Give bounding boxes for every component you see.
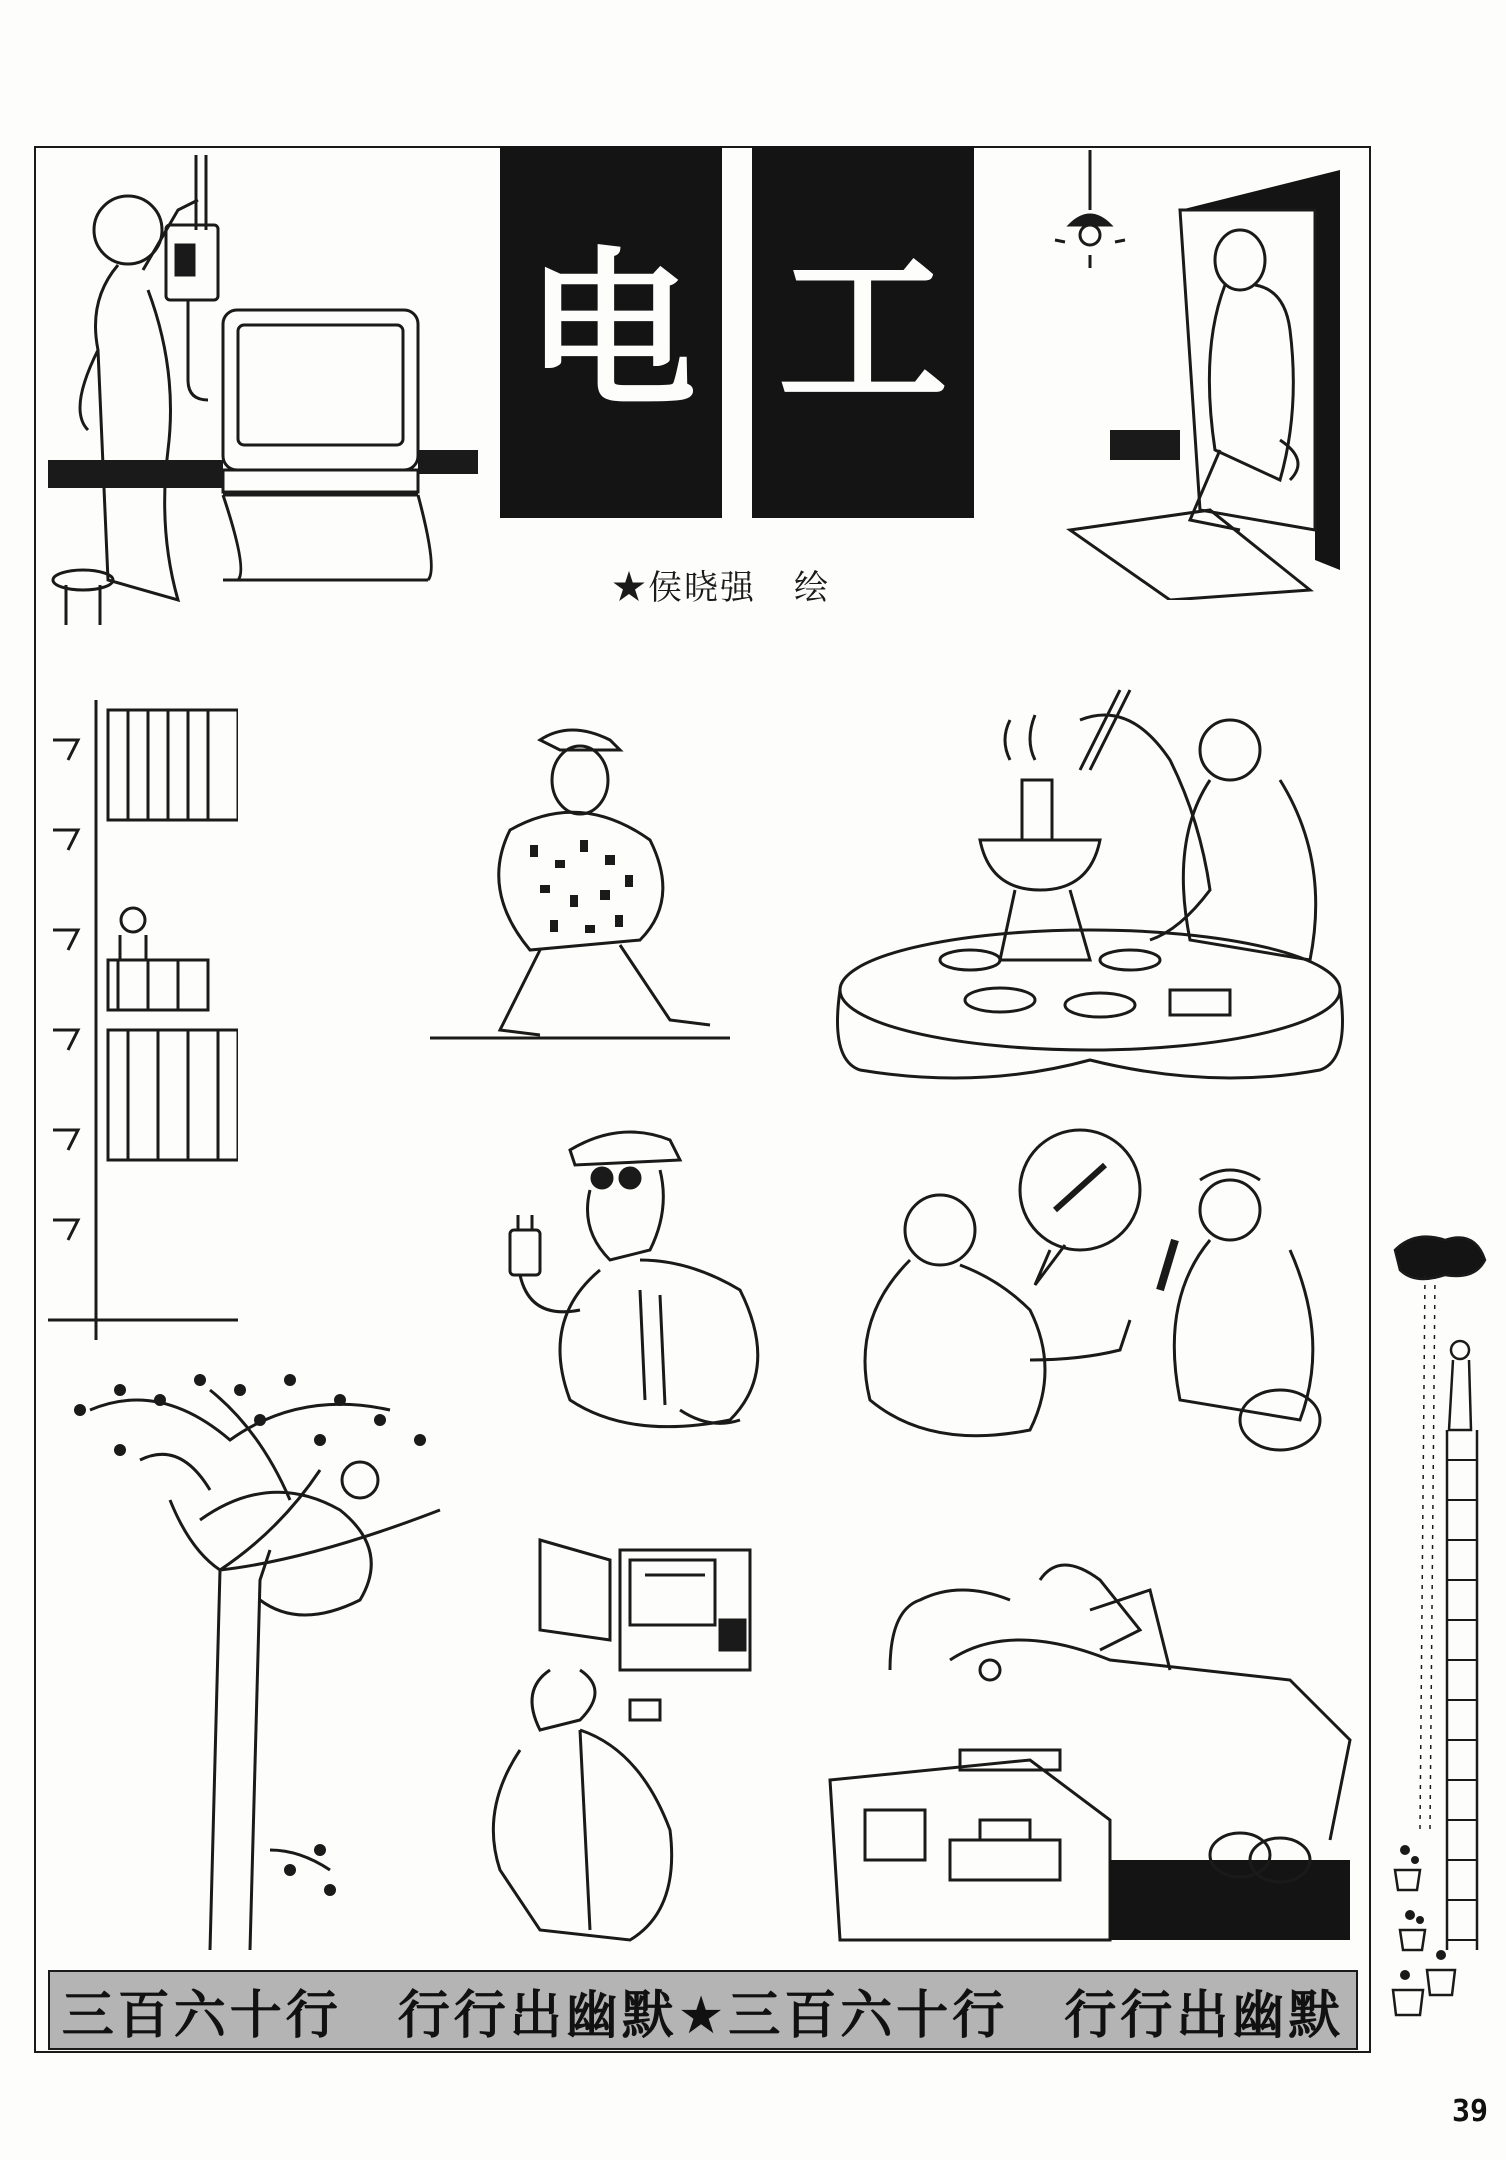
byline — [612, 560, 830, 609]
title-char-2: 工 — [777, 233, 948, 431]
title-block-2 — [752, 146, 974, 518]
cartoon-doorway-lamp — [1050, 150, 1360, 600]
cartoon-tree-climber — [60, 1350, 480, 1950]
cartoon-patterned-shirt-man — [420, 720, 740, 1050]
cartoon-ladder-flowerpots — [1385, 1230, 1495, 2020]
cartoon-screwdriver-bubble — [830, 1120, 1350, 1490]
byline-author: 侯晓强 — [648, 568, 756, 608]
byline-star: ★ — [612, 568, 648, 608]
cartoon-hotpot-dinner — [830, 660, 1360, 1080]
cartoon-bed-circuit — [810, 1520, 1360, 1950]
cartoon-fusebox-tv — [48, 150, 488, 630]
title-char-1: 电 — [525, 233, 696, 431]
footer-banner-text: 三百六十行 行行出幽默★三百六十行 行行出幽默 — [61, 1985, 1345, 2046]
byline-suffix: 绘 — [794, 568, 830, 608]
cartoon-man-with-plug — [480, 1120, 800, 1460]
page-number: 39 — [1452, 2094, 1489, 2129]
cartoon-meter-box — [480, 1530, 780, 1950]
title-block-1 — [500, 146, 722, 518]
cartoon-building-balcony — [48, 700, 238, 1340]
footer-banner — [48, 1970, 1358, 2050]
